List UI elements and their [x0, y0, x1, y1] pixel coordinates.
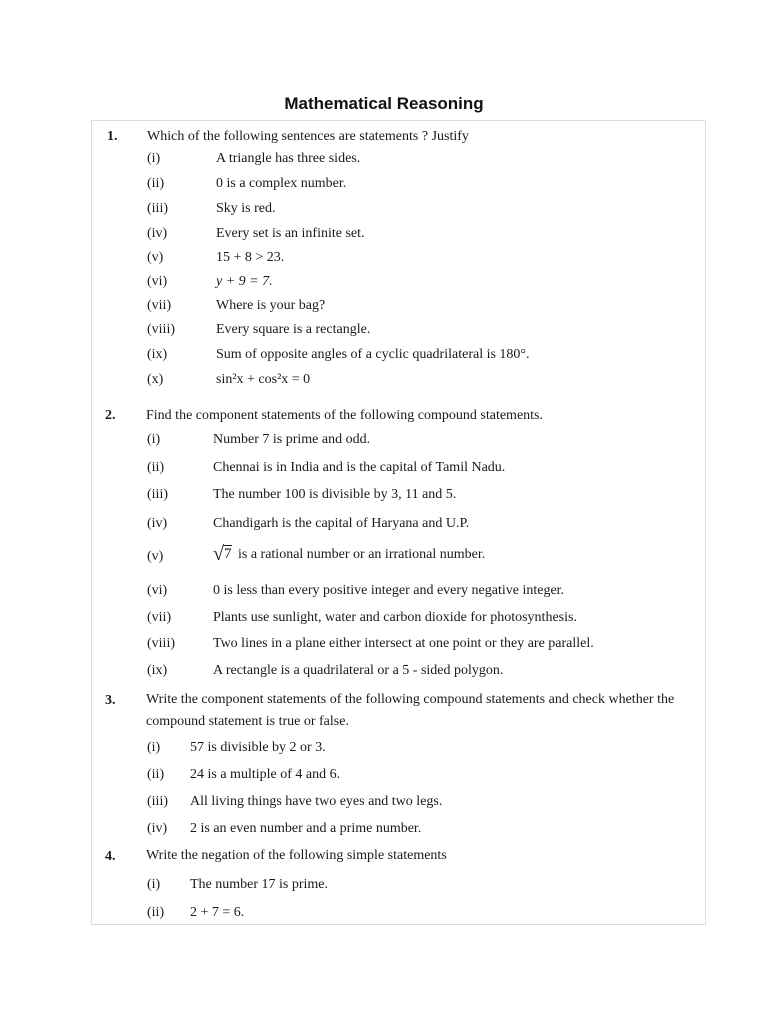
item-text: 24 is a multiple of 4 and 6. [190, 767, 341, 782]
square-root-symbol: √7 [213, 543, 232, 565]
item-number: (v) [147, 549, 164, 564]
item-number: (iii) [147, 794, 168, 809]
item-number: (viii) [147, 636, 175, 651]
item-number: (i) [147, 432, 161, 447]
item-number: (vii) [147, 610, 172, 625]
item-number: (i) [147, 877, 161, 892]
question-number: 4. [105, 849, 116, 864]
item-number: (iv) [147, 516, 168, 531]
item-number: (viii) [147, 322, 175, 337]
item-number: (iii) [147, 487, 168, 502]
item-text: Every square is a rectangle. [216, 322, 371, 337]
item-text: 0 is less than every positive integer and every negative integer. [213, 583, 565, 598]
item-text: Where is your bag? [216, 298, 326, 313]
item-text: The number 100 is divisible by 3, 11 and 5. [213, 487, 457, 502]
item-number: (ii) [147, 767, 165, 782]
item-text: A rectangle is a quadrilateral or a 5 - sided polygon. [213, 663, 504, 678]
item-text: 2 + 7 = 6. [190, 905, 245, 920]
question-text: Which of the following sentences are statements ? Justify [147, 129, 469, 144]
item-text: Number 7 is prime and odd. [213, 432, 371, 447]
item-text-sqrt [213, 543, 485, 566]
question-number: 2. [105, 408, 116, 423]
item-text: 15 + 8 > 23. [216, 250, 285, 265]
item-number: (ix) [147, 347, 168, 362]
item-number: (iv) [147, 226, 168, 241]
item-text: 2 is an even number and a prime number. [190, 821, 422, 836]
item-number: (vi) [147, 583, 168, 598]
question-number: 1. [107, 129, 118, 144]
item-text: Chandigarh is the capital of Haryana and U.P. [213, 516, 470, 531]
item-text: Plants use sunlight, water and carbon dioxide for photosynthesis. [213, 610, 577, 625]
item-number: (ii) [147, 176, 165, 191]
item-text: 57 is divisible by 2 or 3. [190, 740, 326, 755]
item-text: A triangle has three sides. [216, 151, 361, 166]
item-number: (i) [147, 151, 161, 166]
item-text: Every set is an infinite set. [216, 226, 365, 241]
item-text: The number 17 is prime. [190, 877, 329, 892]
item-number: (iii) [147, 201, 168, 216]
item-text: Sky is red. [216, 201, 276, 216]
item-number: (ii) [147, 460, 165, 475]
item-number: (x) [147, 372, 164, 387]
item-number: (v) [147, 250, 164, 265]
item-text: y + 9 = 7. [216, 274, 273, 289]
item-text: is a rational number or an irrational number. [237, 547, 486, 562]
item-number: (vi) [147, 274, 168, 289]
item-text: All living things have two eyes and two legs. [190, 794, 443, 809]
page-title: Mathematical Reasoning [284, 94, 484, 113]
item-text: Chennai is in India and is the capital of Tamil Nadu. [213, 460, 506, 475]
question-number: 3. [105, 693, 116, 708]
item-number: (ix) [147, 663, 168, 678]
question-text: Find the component statements of the following compound statements. [146, 408, 543, 423]
item-text: Sum of opposite angles of a cyclic quadrilateral is 180°. [216, 347, 530, 362]
item-number: (iv) [147, 821, 168, 836]
item-number: (vii) [147, 298, 172, 313]
item-text: sin²x + cos²x = 0 [216, 372, 311, 387]
item-number: (ii) [147, 905, 165, 920]
item-text: 0 is a complex number. [216, 176, 347, 191]
radicand: 7 [223, 546, 232, 562]
item-text: Two lines in a plane either intersect at one point or they are parallel. [213, 636, 594, 651]
question-text: Write the component statements of the following compound statements and check whether the compound statement is true or false. [146, 692, 675, 729]
question-text: Write the negation of the following simple statements [146, 848, 447, 863]
item-number: (i) [147, 740, 161, 755]
